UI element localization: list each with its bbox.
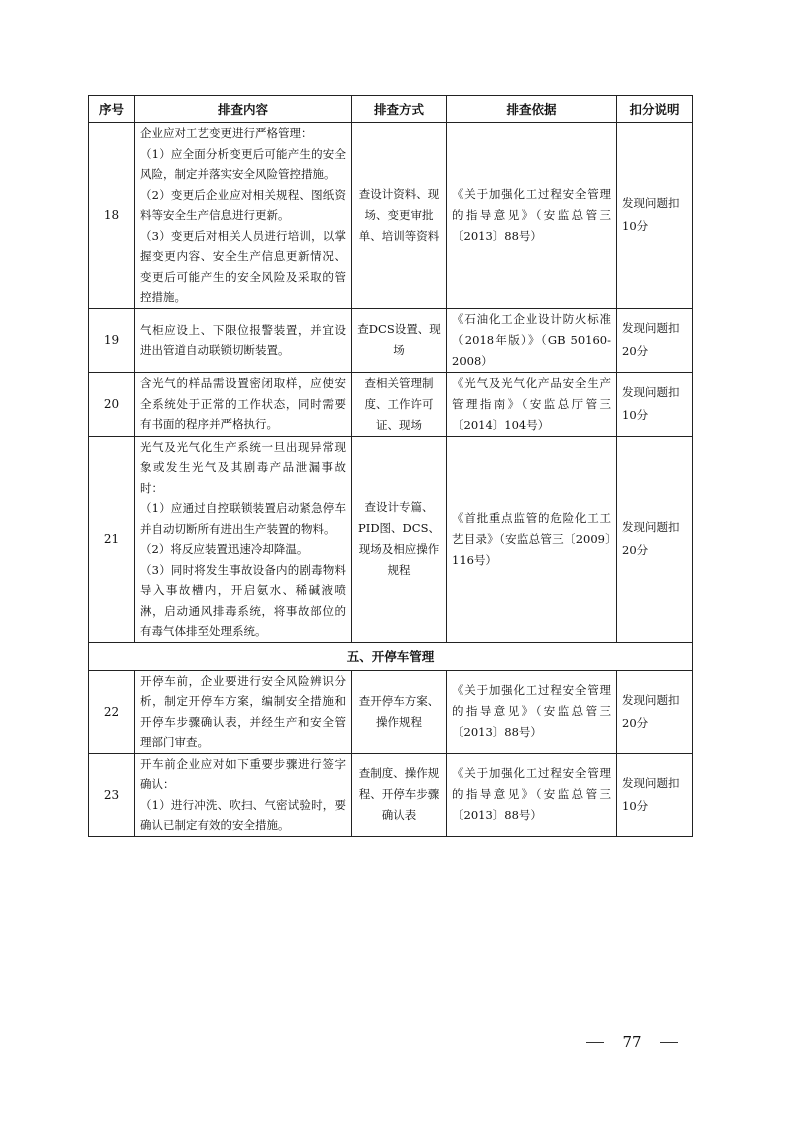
row-method: 查开停车方案、操作规程 [352,670,447,753]
header-method: 排查方式 [352,96,447,123]
row-score: 发现问题扣20分 [617,308,693,372]
row-content [135,436,352,642]
row-score: 发现问题扣10分 [617,753,693,836]
row-method: 查相关管理制度、工作许可证、现场 [352,372,447,436]
row-content [135,753,352,836]
page-footer [586,1033,678,1051]
inspection-table [88,95,693,837]
content-paragraph: 含光气的样品需设置密闭取样，应使安全系统处于正常的工作状态，同时需要有书面的程序并严格执行。 [140,376,346,432]
row-method: 查设计资料、现场、变更审批单、培训等资料 [352,123,447,309]
content-paragraph: （1）进行冲洗、吹扫、气密试验时，要确认已制定有效的安全措施。 [140,797,346,832]
table-row [89,436,693,642]
row-basis: 《石油化工企业设计防火标准（2018年版）》（GB 50160-2008） [447,308,617,372]
content-paragraph: （3）同时将发生事故设备内的剧毒物料导入事故槽内，开启氨水、稀碱液喷淋，启动通风排毒系统，将事故部位的有毒气体排至处理系统。 [140,562,346,638]
content-paragraph: （2）变更后企业应对相关规程、图纸资料等安全生产信息进行更新。 [140,187,346,222]
content-paragraph: （1）应通过自控联锁装置启动紧急停车并自动切断所有进出生产装置的物料。 [140,501,346,536]
row-basis: 《关于加强化工过程安全管理的指导意见》（安监总管三〔2013〕88号） [447,123,617,309]
content-paragraph: 开停车前，企业要进行安全风险辨识分析，制定开停车方案，编制安全措施和开停车步骤确认表，并经生产和安全管理部门审查。 [140,673,346,749]
header-row [89,96,693,123]
header-basis: 排查依据 [447,96,617,123]
content-paragraph: 企业应对工艺变更进行严格管理： [140,126,313,140]
table-row [89,308,693,372]
row-number: 18 [89,123,135,309]
row-number: 21 [89,436,135,642]
page-number: 77 [622,1033,642,1051]
row-score: 发现问题扣10分 [617,372,693,436]
table-row [89,670,693,753]
row-score: 发现问题扣20分 [617,436,693,642]
content-paragraph: 光气及光气化生产系统一旦出现异常现象或发生光气及其剧毒产品泄漏事故时： [140,439,346,495]
section-title: 五、开停车管理 [89,642,693,670]
row-basis: 《关于加强化工过程安全管理的指导意见》（安监总管三〔2013〕88号） [447,753,617,836]
content-paragraph: 气柜应设上、下限位报警装置，并宜设进出管道自动联锁切断装置。 [140,322,346,357]
row-basis: 《关于加强化工过程安全管理的指导意见》（安监总管三〔2013〕88号） [447,670,617,753]
footer-dash-left [586,1042,604,1043]
row-content [135,372,352,436]
row-method: 查DCS设置、现场 [352,308,447,372]
table-row [89,372,693,436]
row-content [135,670,352,753]
header-content: 排查内容 [135,96,352,123]
row-number: 23 [89,753,135,836]
row-basis: 《首批重点监管的危险化工工艺目录》（安监总管三〔2009〕116号） [447,436,617,642]
row-number: 19 [89,308,135,372]
row-score: 发现问题扣10分 [617,123,693,309]
footer-dash-right [660,1042,678,1043]
row-content [135,123,352,309]
row-number: 20 [89,372,135,436]
row-score: 发现问题扣20分 [617,670,693,753]
table-row [89,753,693,836]
header-score: 扣分说明 [617,96,693,123]
header-num: 序号 [89,96,135,123]
content-paragraph: （2）将反应装置迅速冷却降温。 [140,542,309,556]
row-method: 查设计专篇、PID图、DCS、现场及相应操作规程 [352,436,447,642]
content-paragraph: （3）变更后对相关人员进行培训，以掌握变更内容、安全生产信息更新情况、变更后可能产生的安全风险及采取的管控措施。 [140,228,346,304]
section-row [89,642,693,670]
row-number: 22 [89,670,135,753]
row-method: 查制度、操作规程、开停车步骤确认表 [352,753,447,836]
content-paragraph: 开车前企业应对如下重要步骤进行签字确认： [140,756,346,791]
row-basis: 《光气及光气化产品安全生产管理指南》（安监总厅管三〔2014〕104号） [447,372,617,436]
content-paragraph: （1）应全面分析变更后可能产生的安全风险，制定并落实安全风险管控措施。 [140,146,346,181]
row-content [135,308,352,372]
table-row [89,123,693,309]
